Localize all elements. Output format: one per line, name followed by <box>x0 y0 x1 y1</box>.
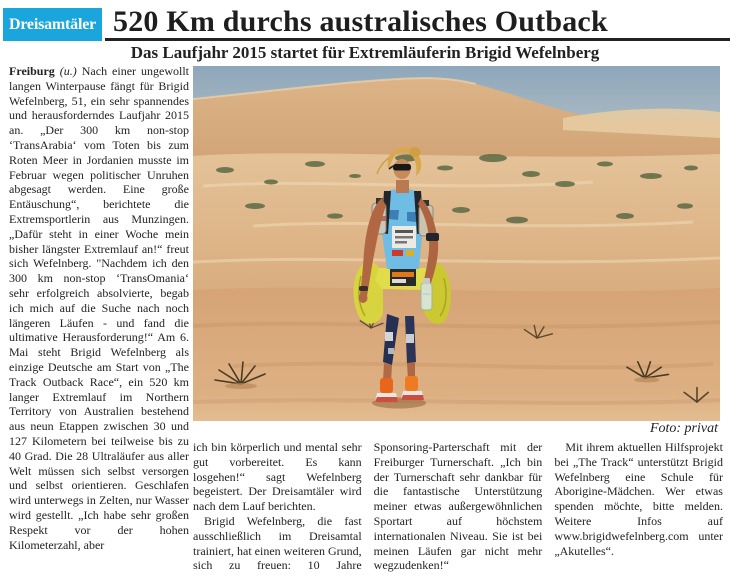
water-bottle <box>421 278 432 310</box>
article-paragraph-sponsoring: Brigid Wefelnberg, die fast ausschließlich im Dreisamtal trainiert, hat einen weiteren Grund, sich zu freuen: 10 Jahre Sponsoring-Parterschaft mit der Freiburger Turnerschaft. „Ich bin der Turnerschaft sehr dankbar für die fantastische Unterstützung meiner etwas außergewöhnlichen Sportart auf höchstem internationalen Niveau. Sie ist bei meinen Läufen gar nicht mehr wegzudenken!“ <box>193 440 543 573</box>
article-photo <box>193 66 720 421</box>
dateline-note: (u.) <box>59 64 77 78</box>
article-paragraph-hilfsprojekt: Mit ihrem aktuellen Hilfsprojekt bei „The Track“ unterstützt Brigid Wefelnberg eine Schule für Aborigine-Mädchen. Wer etwas spenden möchte, bitte melden. Weitere Infos auf www.brigidwefelnberg.com unter „Akutelles“. <box>554 440 723 558</box>
race-bib <box>390 269 416 286</box>
desert-runner-illustration <box>193 66 720 421</box>
article-column-1 <box>9 64 189 572</box>
newspaper-logo <box>3 8 102 41</box>
headline-rule <box>105 38 730 41</box>
article-lead-text: Nach einer ungewollt langen Winterpause fängt für Brigid Wefelnberg, 51, ein sehr spannendes und herausforderndes Laufjahr 2015 an. „Der 300 km non-stop ‘TransArabia‘ vom Toten bis zum Roten Meer in Jordanien musste im Februar wegen politischer Unruhen abgesagt werden. Eine große Entäuschung“, berichtete die Extremsportlerin aus Munzingen. „Dafür steht in einer Woche mein bisher längster Extremlauf an!“ freut sich Wefelnberg. "Nachdem ich den 300 km non-stop ‘TransOmania‘ sehr erfolgreich absolvierte, begab ich mich auf die Suche nach noch längeren Läufen - und fand die ultimative Herausforderung!“ Am 6. Mai steht Brigid Wefelnberg als einzige Deutsche am Start von „The Track Outback Race“, ein 520 km langer Extremlauf im Northern Territory von Australien bestehend aus neun Etappen zwischen 30 und 127 Kilometern bei teilweise bis zu 40 Grad. Die 28 Ultraläufer aus aller Welt müssen sich selbst versorgen und selbst orientieren. Geschlafen wird unterwegs in Zelten, nur Wasser wird gestellt. „Ich habe sehr großen Respekt vor der hohen Kilometerzahl, aber <box>9 64 189 552</box>
photo-credit: Foto: privat <box>649 421 718 436</box>
article-paragraph-continuation: ich bin körperlich und mental sehr gut vorbereitet. Es kann losgehen!“ sagt Wefelnberg begeistert. Der Dreisamtäler wird nach dem Lauf berichten. <box>193 440 362 514</box>
article-columns-below-photo <box>193 440 723 574</box>
subheadline: Das Laufjahr 2015 startet für Extremläuferin Brigid Wefelnberg <box>130 43 600 62</box>
dateline: Freiburg <box>9 64 55 78</box>
article-paragraph-lead <box>9 64 189 552</box>
headline: 520 Km durchs australisches Outback <box>113 5 608 38</box>
newspaper-logo-text: Dreisamtäler <box>8 15 97 33</box>
